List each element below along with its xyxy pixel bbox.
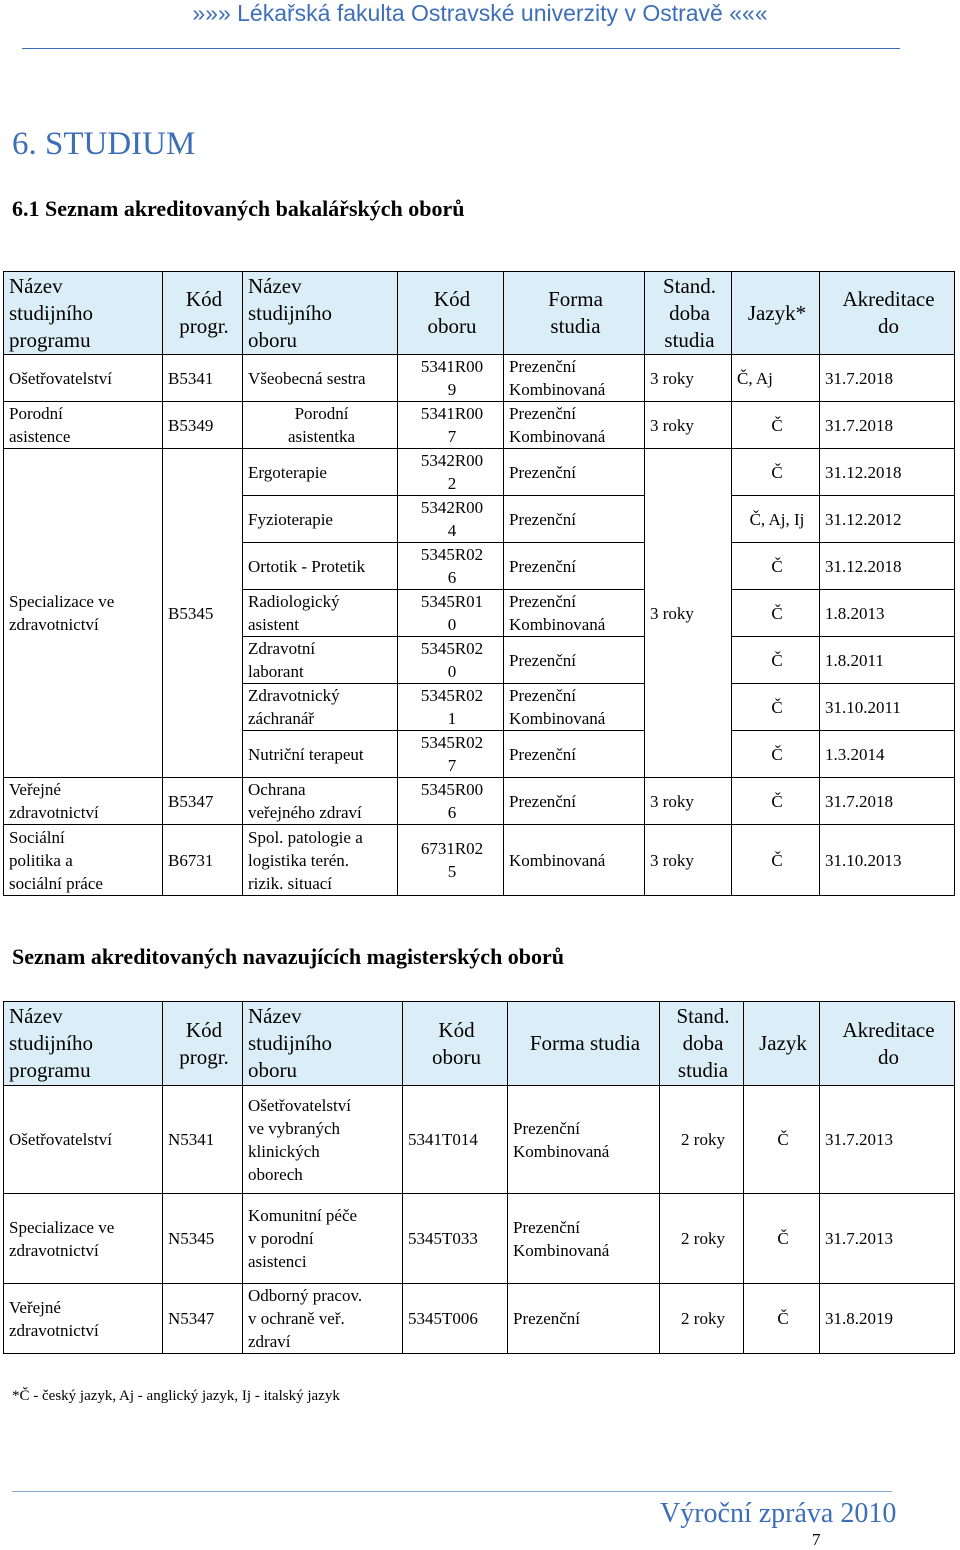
duration-cell: 2 roky xyxy=(660,1194,744,1284)
program-code-cell: B5341 xyxy=(163,355,243,402)
header-duration: Stand. doba studia xyxy=(660,1002,744,1086)
field-cell: Ortotik - Protetik xyxy=(243,543,398,590)
duration-cell: 3 roky xyxy=(645,825,732,896)
bachelor-table xyxy=(3,271,955,896)
accreditation-cell: 31.10.2013 xyxy=(820,825,955,896)
table-row xyxy=(4,449,955,496)
program-cell: Sociální politika a sociální práce xyxy=(4,825,163,896)
accreditation-cell: 31.8.2019 xyxy=(820,1284,955,1354)
form-cell: Prezenční xyxy=(504,637,645,684)
header-program: Název studijního programu xyxy=(4,272,163,355)
field-cell: Odborný pracov. v ochraně veř. zdraví xyxy=(243,1284,403,1354)
header-field: Název studijního oboru xyxy=(243,1002,403,1086)
program-cell: Ošetřovatelství xyxy=(4,355,163,402)
language-cell: Č xyxy=(732,590,820,637)
field-code-cell: 5345T033 xyxy=(403,1194,508,1284)
accreditation-cell: 31.12.2018 xyxy=(820,543,955,590)
footer-title: Výroční zpráva 2010 xyxy=(660,1498,897,1529)
field-code-cell: 5345R02 6 xyxy=(398,543,504,590)
language-cell: Č xyxy=(744,1086,820,1194)
master-title: Seznam akreditovaných navazujících magisterských oborů xyxy=(12,944,565,969)
accreditation-cell: 31.10.2011 xyxy=(820,684,955,731)
form-cell: Prezenční xyxy=(504,731,645,778)
field-code-cell: 6731R02 5 xyxy=(398,825,504,896)
duration-cell: 3 roky xyxy=(645,449,732,778)
field-code-cell: 5341R00 7 xyxy=(398,402,504,449)
program-code-cell: B5349 xyxy=(163,402,243,449)
form-cell: Prezenční Kombinovaná xyxy=(504,402,645,449)
page-number: 7 xyxy=(812,1530,821,1549)
form-cell: Prezenční Kombinovaná xyxy=(508,1194,660,1284)
program-cell: Ošetřovatelství xyxy=(4,1086,163,1194)
accreditation-cell: 31.7.2018 xyxy=(820,402,955,449)
header-divider xyxy=(22,48,900,49)
program-cell: Veřejné zdravotnictví xyxy=(4,1284,163,1354)
language-cell: Č xyxy=(744,1284,820,1354)
accreditation-cell: 31.7.2018 xyxy=(820,355,955,402)
duration-cell: 3 roky xyxy=(645,402,732,449)
field-code-cell: 5342R00 4 xyxy=(398,496,504,543)
header-field-code: Kód oboru xyxy=(398,272,504,355)
form-cell: Prezenční Kombinovaná xyxy=(504,355,645,402)
field-code-cell: 5345T006 xyxy=(403,1284,508,1354)
field-code-cell: 5341R00 9 xyxy=(398,355,504,402)
header-language: Jazyk* xyxy=(732,272,820,355)
accreditation-cell: 31.7.2018 xyxy=(820,778,955,825)
language-cell: Č xyxy=(732,543,820,590)
header-accreditation: Akreditace do xyxy=(820,1002,955,1086)
duration-cell: 3 roky xyxy=(645,355,732,402)
field-code-cell: 5345R02 0 xyxy=(398,637,504,684)
language-cell: Č xyxy=(732,637,820,684)
accreditation-cell: 31.12.2018 xyxy=(820,449,955,496)
header-program-code: Kód progr. xyxy=(163,272,243,355)
form-cell: Prezenční xyxy=(508,1284,660,1354)
header-form: Forma studia xyxy=(504,272,645,355)
accreditation-cell: 31.12.2012 xyxy=(820,496,955,543)
field-code-cell: 5345R00 6 xyxy=(398,778,504,825)
program-code-cell: B5345 xyxy=(163,449,243,778)
program-code-cell: N5341 xyxy=(163,1086,243,1194)
language-cell: Č, Aj, Ij xyxy=(732,496,820,543)
field-cell: Všeobecná sestra xyxy=(243,355,398,402)
header-field-code: Kód oboru xyxy=(403,1002,508,1086)
field-cell: Fyzioterapie xyxy=(243,496,398,543)
language-cell: Č xyxy=(732,684,820,731)
header-accreditation: Akreditace do xyxy=(820,272,955,355)
table-row xyxy=(4,1194,955,1284)
table-row xyxy=(4,1284,955,1354)
duration-cell: 2 roky xyxy=(660,1086,744,1194)
accreditation-cell: 1.3.2014 xyxy=(820,731,955,778)
field-code-cell: 5345R02 7 xyxy=(398,731,504,778)
section-title: 6. STUDIUM xyxy=(12,126,196,162)
form-cell: Prezenční xyxy=(504,449,645,496)
field-cell: Spol. patologie a logistika terén. rizik. situací xyxy=(243,825,398,896)
field-cell: Nutriční terapeut xyxy=(243,731,398,778)
program-cell: Porodní asistence xyxy=(4,402,163,449)
table-row xyxy=(4,402,955,449)
field-code-cell: 5341T014 xyxy=(403,1086,508,1194)
language-cell: Č, Aj xyxy=(732,355,820,402)
accreditation-cell: 31.7.2013 xyxy=(820,1194,955,1284)
accreditation-cell: 1.8.2011 xyxy=(820,637,955,684)
field-cell: Ergoterapie xyxy=(243,449,398,496)
language-cell: Č xyxy=(732,778,820,825)
language-cell: Č xyxy=(732,825,820,896)
form-cell: Prezenční Kombinovaná xyxy=(504,590,645,637)
header-form: Forma studia xyxy=(508,1002,660,1086)
form-cell: Prezenční Kombinovaná xyxy=(504,684,645,731)
accreditation-cell: 1.8.2013 xyxy=(820,590,955,637)
duration-cell: 2 roky xyxy=(660,1284,744,1354)
bachelor-title: 6.1 Seznam akreditovaných bakalářských oborů xyxy=(12,196,465,221)
table-row xyxy=(4,778,955,825)
form-cell: Prezenční Kombinovaná xyxy=(508,1086,660,1194)
document-header xyxy=(0,0,960,34)
field-cell: Ochrana veřejného zdraví xyxy=(243,778,398,825)
program-cell: Veřejné zdravotnictví xyxy=(4,778,163,825)
header-field: Název studijního oboru xyxy=(243,272,398,355)
form-cell: Prezenční xyxy=(504,778,645,825)
header-program-code: Kód progr. xyxy=(163,1002,243,1086)
language-cell: Č xyxy=(732,731,820,778)
duration-cell: 3 roky xyxy=(645,778,732,825)
field-cell: Zdravotní laborant xyxy=(243,637,398,684)
form-cell: Prezenční xyxy=(504,543,645,590)
program-code-cell: N5347 xyxy=(163,1284,243,1354)
table-header-row xyxy=(4,272,955,355)
form-cell: Prezenční xyxy=(504,496,645,543)
table-row xyxy=(4,1086,955,1194)
field-cell: Zdravotnický záchranář xyxy=(243,684,398,731)
header-program: Název studijního programu xyxy=(4,1002,163,1086)
header-language: Jazyk xyxy=(744,1002,820,1086)
field-code-cell: 5342R00 2 xyxy=(398,449,504,496)
field-code-cell: 5345R02 1 xyxy=(398,684,504,731)
field-cell: Komunitní péče v porodní asistenci xyxy=(243,1194,403,1284)
accreditation-cell: 31.7.2013 xyxy=(820,1086,955,1194)
table-row xyxy=(4,825,955,896)
field-cell: Ošetřovatelství ve vybraných klinických oborech xyxy=(243,1086,403,1194)
header-duration: Stand. doba studia xyxy=(645,272,732,355)
master-table xyxy=(3,1001,955,1354)
form-cell: Kombinovaná xyxy=(504,825,645,896)
language-footnote: *Č - český jazyk, Aj - anglický jazyk, Ij - italský jazyk xyxy=(12,1388,340,1404)
field-cell: Porodní asistentka xyxy=(243,402,398,449)
field-code-cell: 5345R01 0 xyxy=(398,590,504,637)
language-cell: Č xyxy=(732,449,820,496)
program-code-cell: B5347 xyxy=(163,778,243,825)
language-cell: Č xyxy=(744,1194,820,1284)
program-code-cell: N5345 xyxy=(163,1194,243,1284)
program-cell: Specializace ve zdravotnictví xyxy=(4,1194,163,1284)
footer-divider xyxy=(12,1491,892,1492)
field-cell: Radiologický asistent xyxy=(243,590,398,637)
table-header-row xyxy=(4,1002,955,1086)
header-title: »»» Lékařská fakulta Ostravské univerzity v Ostravě ««« xyxy=(192,0,768,26)
program-cell: Specializace ve zdravotnictví xyxy=(4,449,163,778)
table-row xyxy=(4,355,955,402)
program-code-cell: B6731 xyxy=(163,825,243,896)
language-cell: Č xyxy=(732,402,820,449)
